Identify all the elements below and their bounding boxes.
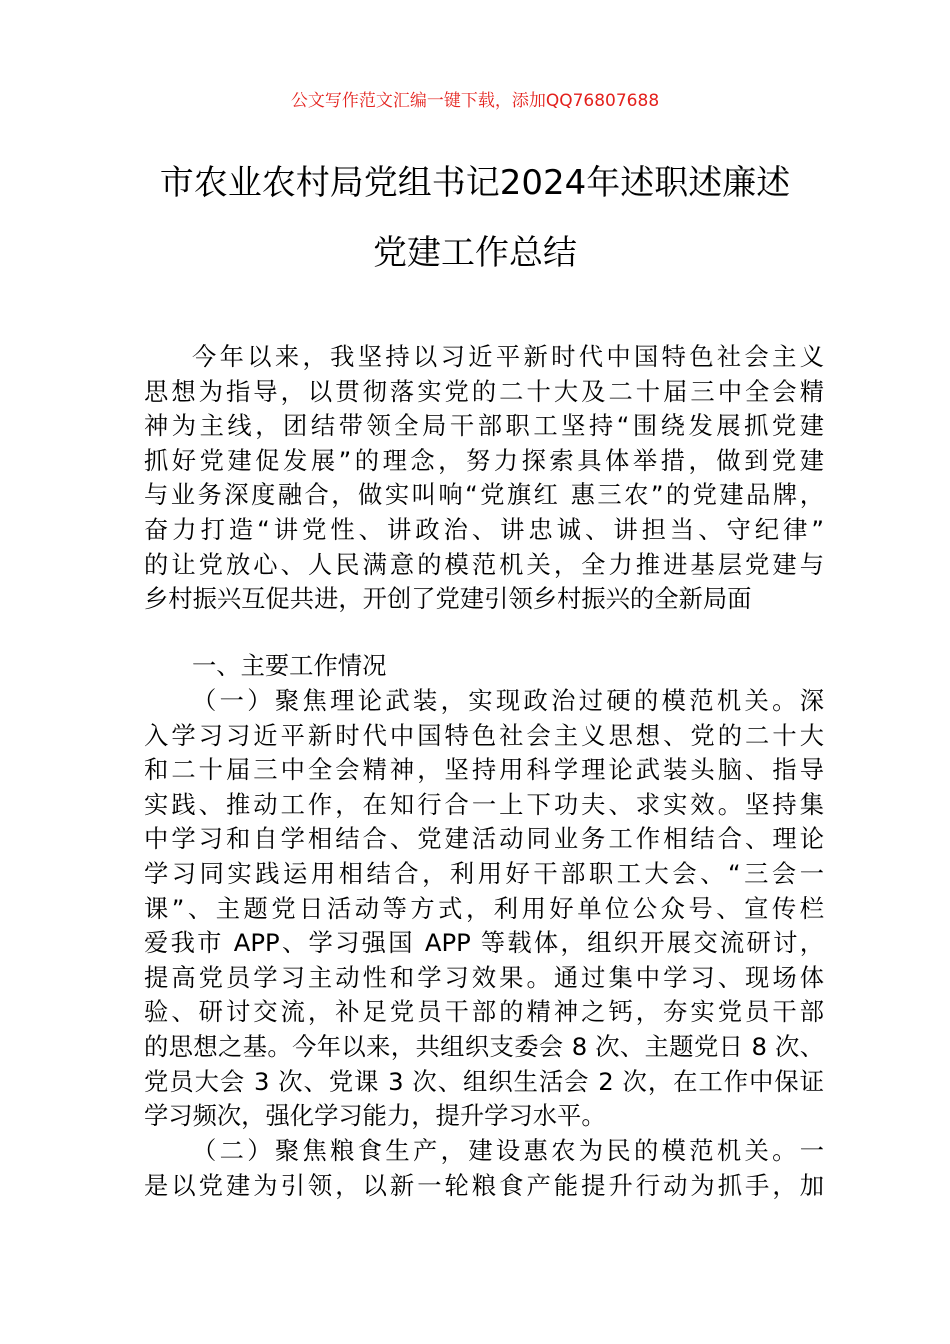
text-line: 实践、推动工作，在知行合一上下功夫、求实效。坚持集 [144,789,824,819]
text-line: 思想为指导，以贯彻落实党的二十大及二十届三中全会精 [144,376,824,406]
text-line: 神为主线，团结带领全局干部职工坚持“围绕发展抓党建 [144,411,824,441]
text-line: 乡村振兴互促共进，开创了党建引领乡村振兴的全新局面 [144,584,752,614]
section-1-part-1-paragraph [144,684,824,1134]
section-heading-main-work [144,649,824,684]
intro-paragraph [144,340,824,617]
text-line: 是以党建为引领，以新一轮粮食产能提升行动为抓手，加 [144,1170,824,1200]
text-line: 学习频次，强化学习能力，提升学习水平。 [144,1101,606,1131]
text-line: 提高党员学习主动性和学习效果。通过集中学习、现场体 [144,962,824,992]
text-line: 课”、主题党日活动等方式，利用好单位公众号、宣传栏 [144,893,824,923]
text-line: 今年以来，我坚持以习近平新时代中国特色社会主义 [192,342,824,371]
section-1-part-2-paragraph [144,1134,824,1203]
text-line: 中学习和自学相结合、党建活动同业务工作相结合、理论 [144,824,824,854]
text-line: 的思想之基。今年以来，共组织支委会 8 次、主题党日 8 次、 [144,1031,824,1061]
text-line: 抓好党建促发展”的理念，努力探索具体举措，做到党建 [144,445,824,475]
text-line: 验、研讨交流，补足党员干部的精神之钙，夯实党员干部 [144,997,824,1027]
download-promo-note: 公文写作范文汇编一键下载，添加QQ76807688 [290,91,660,111]
text-line: （二）聚焦粮食生产，建设惠农为民的模范机关。一 [192,1136,824,1165]
document-title-line-2: 党建工作总结 [373,233,577,273]
text-line: 学习同实践运用相结合，利用好干部职工大会、“三会一 [144,858,824,888]
text-line: 党员大会 3 次、党课 3 次、组织生活会 2 次，在工作中保证 [144,1066,824,1096]
text-line: 入学习习近平新时代中国特色社会主义思想、党的二十大 [144,720,824,750]
text-line: （一）聚焦理论武装，实现政治过硬的模范机关。深 [192,686,824,715]
text-line: 和二十届三中全会精神，坚持用科学理论武装头脑、指导 [144,755,824,785]
section-heading: 一、主要工作情况 [192,651,387,680]
text-line: 与业务深度融合，做实叫响“党旗红 惠三农”的党建品牌， [144,480,824,510]
text-line: 爱我市 APP、学习强国 APP 等载体，组织开展交流研讨， [144,928,824,958]
text-line: 的让党放心、人民满意的模范机关，全力推进基层党建与 [144,549,824,579]
document-title-line-1: 市农业农村局党组书记2024年述职述廉述 [159,163,791,203]
text-line: 奋力打造“讲党性、讲政治、讲忠诚、讲担当、守纪律” [144,514,824,544]
